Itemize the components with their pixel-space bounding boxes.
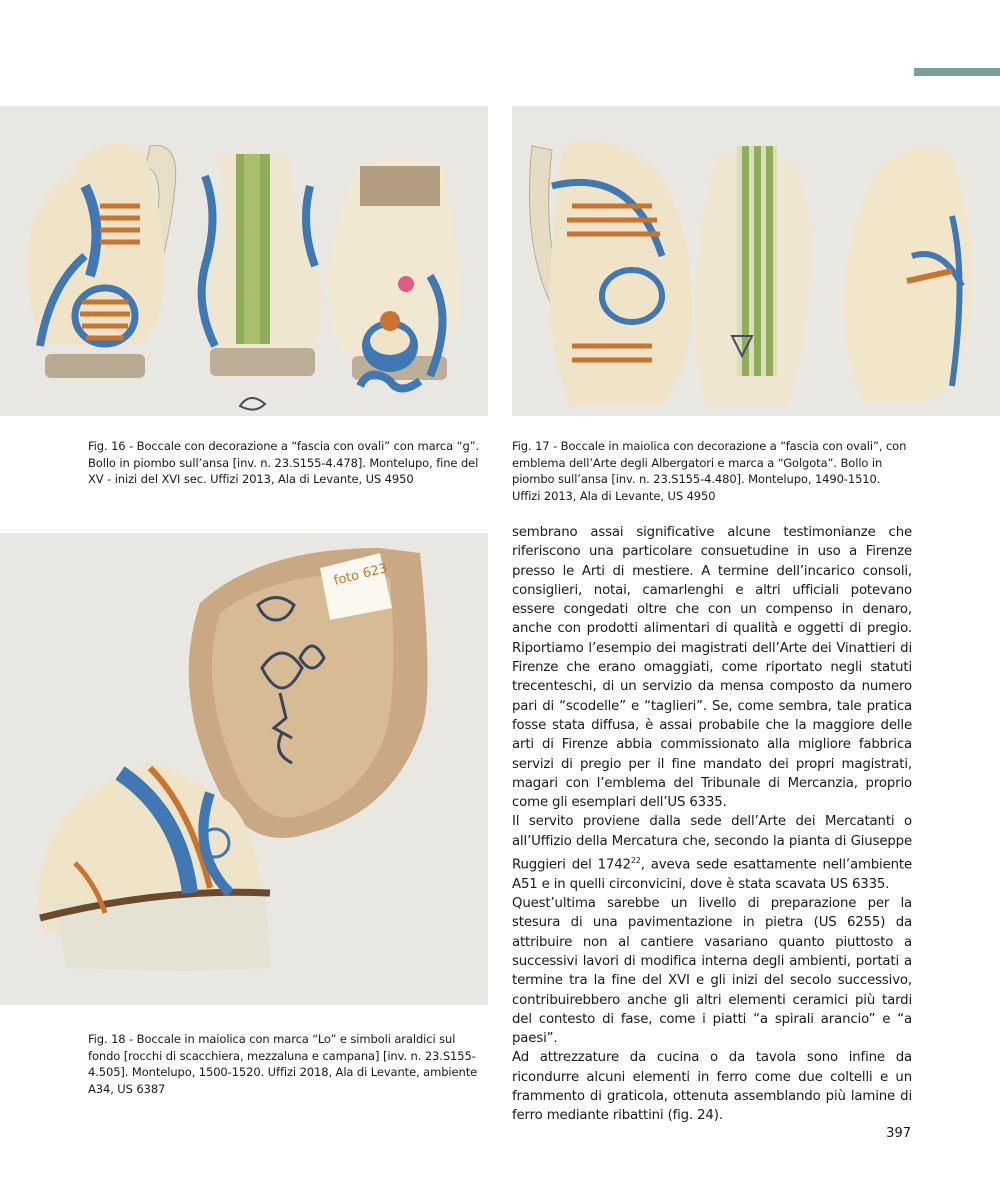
label-tag-text: foto 623 bbox=[332, 561, 389, 589]
body-paragraph-1: sembrano assai significative alcune testimonianze che riferiscono una particolare consuetudine in uso a Firenze presso le Arti di mestiere. A termine dell’incarico consoli, consiglieri, notai, camarlenghi e altri ufficiali potevano essere congedati oltre che con un compenso in denaro, anche con prodotti alimentari di qualità e oggetti di pregio. Riportiamo l’esempio dei magistrati dell’Arte dei Vinattieri di Firenze che erano omaggiati, come riportato negli statuti trecenteschi, di un servizio da mensa composto da numero pari di “scodelle” e “taglieri”. Se, come sembra, tale pratica fosse stata diffusa, è assai probabile che la maggiore delle arti di Firenze abbia commissionato alla migliore fabbrica servizi di pregio per il fine mandato dei propri magistrati, magari con l’emblema del Tribunale di Mercanzia, proprio come gli esemplari dell’US 6335. bbox=[512, 525, 912, 811]
body-paragraph-2 bbox=[512, 812, 912, 894]
figure-17-photo bbox=[512, 106, 1000, 416]
jugs-illustration bbox=[0, 106, 488, 416]
jug-middle bbox=[202, 152, 322, 410]
figure-18-caption: Fig. 18 - Boccale in maiolica con marca “Lo” e simboli araldici sul fondo [rocchi di scacchiera, mezzaluna e campana] [inv. n. 23.S155-4.505]. Montelupo, 1500-1520. Uffizi 2018, Ala di Levante, ambiente A34, US 6387 bbox=[88, 1032, 478, 1096]
jug-left bbox=[28, 144, 176, 378]
body-paragraph-2-tail: , aveva sede esattamente nell’ambiente A51 e in quelli circonvicini, dove è stata scavata US 6335. bbox=[512, 857, 912, 892]
jug-right bbox=[328, 157, 461, 389]
jug-left bbox=[530, 142, 693, 407]
jug-middle bbox=[694, 146, 811, 406]
figure-17-caption: Fig. 17 - Boccale in maiolica con decorazione a “fascia con ovali”, con emblema dell’Arte degli Albergatori e marca a “Golgota”. Bollo in piombo sull’ansa [inv. n. 23.S155-4.480]. Montelupo, 1490-1510. Uffizi 2013, Ala di Levante, US 4950 bbox=[512, 439, 907, 503]
fragment-base bbox=[189, 548, 428, 838]
body-paragraph-4: Ad attrezzature da cucina o da tavola sono infine da ricondurre alcuni elementi in ferro come due coltelli e un frammento di graticola, ottenuta assemblando più lamine di ferro mediante ribattini (fig. 24). bbox=[512, 1050, 912, 1124]
body-text bbox=[512, 523, 912, 1126]
page-number: 397 bbox=[886, 1126, 911, 1141]
figure-16-photo bbox=[0, 106, 488, 416]
jugs-illustration-2 bbox=[512, 106, 1000, 416]
fragments-illustration bbox=[0, 533, 488, 1005]
footnote-ref-22: 22 bbox=[630, 856, 641, 866]
jug-right bbox=[844, 148, 972, 401]
body-paragraph-3: Quest’ultima sarebbe un livello di preparazione per la stesura di una pavimentazione in pietra (US 6255) da attribuire non al cantiere vasariano quanto piuttosto a successivi lavori di modifica interna degli ambienti, portati a termine tra la fine del XVI e gli inizi del secolo successivo, contribuirebbero anche gli altri elementi ceramici più tardi del contesto di fase, come i piatti “a spirali arancio” e “a paesi”. bbox=[512, 896, 912, 1047]
body-paragraph-2-text: Il servito proviene dalla sede dell’Arte dei Mercatanti o all’Uffizio della Mercatura che, secondo la pianta di Giuseppe Ruggieri del 1742 bbox=[512, 814, 912, 873]
header-accent-bar bbox=[914, 68, 1000, 76]
figure-18-photo bbox=[0, 533, 488, 1005]
figure-16-caption: Fig. 16 - Boccale con decorazione a “fascia con ovali” con marca “g”. Bollo in piombo sull’ansa [inv. n. 23.S155-4.478]. Montelupo, fine del XV - inizi del XVI sec. Uffizi 2013, Ala di Levante, US 4950 bbox=[88, 439, 480, 486]
